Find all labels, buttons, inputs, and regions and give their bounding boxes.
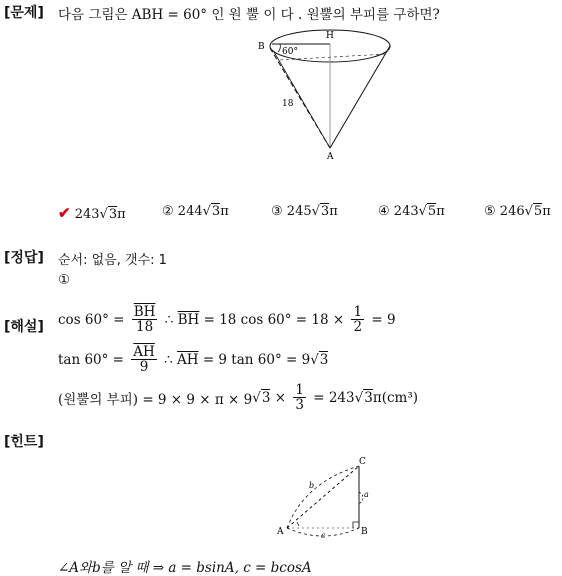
problem-text: 다음 그림은 ABH = 60° 인 원 뿔 이 다 . 원뿔의 부피를 구하면?: [58, 7, 440, 23]
label-angle: 60°: [282, 47, 298, 57]
choice-2-coef: 244: [177, 204, 203, 219]
choice-4-coef: 243: [393, 204, 419, 219]
choice-2[interactable]: ② 244√3π: [162, 204, 229, 219]
problem-label: [문제]: [4, 5, 44, 21]
choice-3-rad: 3: [320, 204, 330, 219]
choice-3[interactable]: ③ 245√3π: [271, 204, 338, 219]
choice-1[interactable]: ✔ 243√3π: [58, 204, 126, 222]
choice-5-rad: 5: [533, 204, 543, 219]
label-A: A: [327, 152, 334, 162]
choice-1-rad: 3: [108, 207, 118, 222]
choice-2-rad: 3: [211, 204, 221, 219]
hint-text: ∠A와b를 알 때 ⇒ a = bsinA, c = bcosA: [58, 560, 312, 576]
hint-label-B: B: [361, 527, 368, 537]
answer-choice: ①: [58, 272, 71, 288]
hint-label-A: A: [277, 527, 284, 537]
label-B: B: [258, 42, 265, 52]
label-length: 18: [282, 99, 294, 109]
choice-3-marker: ③: [271, 204, 283, 219]
solution-line-3: (원뿔의 부피) = 9 × 9 × π × 9 √ 3 × $\frac{1}{3}$ = 243 √ 3 π(cm³): [58, 382, 419, 414]
triangle-figure: [275, 452, 385, 542]
choice-1-coef: 243: [74, 207, 100, 222]
hint-label-c: c: [321, 531, 326, 540]
solution-line-2: tan 60° = $\frac{\overline{AH}}{9}$ ∴ $\overline{AH}$ = 9 tan 60° = 9 √ 3: [58, 344, 329, 376]
answer-meta: 순서: 없음, 갯수: 1: [58, 253, 167, 268]
choice-3-coef: 245: [286, 204, 312, 219]
hint-label-b: b: [309, 481, 315, 490]
choices-row: [0, 204, 562, 224]
choice-5-marker: ⑤: [484, 204, 496, 219]
hint-label-C: C: [359, 457, 366, 467]
choice-2-marker: ②: [162, 204, 174, 219]
hint-label: [힌트]: [4, 434, 44, 450]
answer-label: [정답]: [4, 250, 44, 266]
choice-4-marker: ④: [378, 204, 390, 219]
cone-figure: [250, 24, 400, 164]
choice-5[interactable]: ⑤ 246√5π: [484, 204, 551, 219]
choice-5-coef: 246: [499, 204, 525, 219]
choice-4[interactable]: ④ 243√5π: [378, 204, 445, 219]
solution-label: [해설]: [4, 319, 44, 335]
choice-4-rad: 5: [427, 204, 437, 219]
label-H: H: [326, 31, 334, 41]
check-icon: ✔: [58, 204, 71, 222]
solution-line-1: cos 60° = $\frac{\overline{BH}}{18}$ ∴ $\overline{BH}$ = 18 cos 60° = 18 × $\frac{1}{2}$ = 9: [58, 304, 396, 336]
hint-label-a: a: [364, 490, 369, 499]
